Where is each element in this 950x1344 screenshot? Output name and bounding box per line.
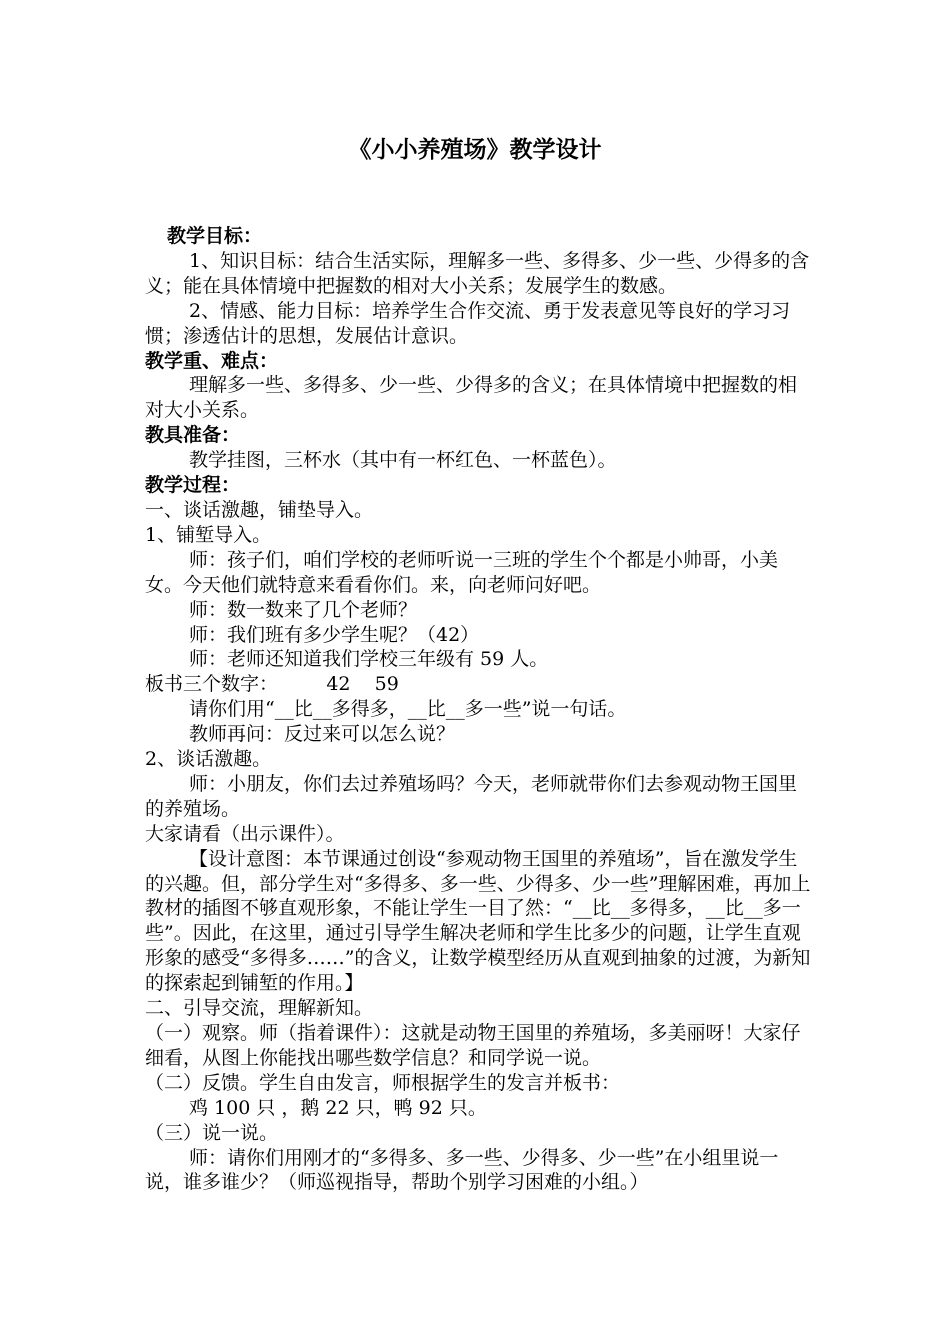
paragraph: 师：我们班有多少学生呢？（42） bbox=[189, 623, 480, 646]
paragraph: 师：数一数来了几个老师？ bbox=[189, 598, 418, 621]
heading-materials: 教具准备： bbox=[145, 424, 241, 447]
paragraph: 理解多一些、多得多、少一些、少得多的含义；在具体情境中把握数的相对大小关系。 bbox=[145, 374, 798, 422]
heading-teaching-objectives: 教学目标： bbox=[167, 225, 263, 247]
paragraph: 师：老师还知道我们学校三年级有 59 人。 bbox=[189, 648, 549, 671]
paragraph: （二）反馈。学生自由发言，师根据学生的发言并板书： bbox=[145, 1071, 621, 1094]
subsection-heading: 2、谈话激趣。 bbox=[145, 748, 272, 771]
paragraph: 2、情感、能力目标：培养学生合作交流、勇于发表意见等良好的学习习惯；渗透估计的思想，发展估计意识。 bbox=[145, 299, 791, 347]
paragraph: （三）说一说。 bbox=[145, 1121, 279, 1144]
design-intent-note: 【设计意图：本节课通过创设“参观动物王国里的养殖场”，旨在激发学生的兴趣。但，部分学生对“多得多、多一些、少得多、少一些”理解困难，再加上教材的插图不够直观形象，不能让学生一目了然：“__比__多得多，__比__多一些”。因此，在这里，通过引导学生解决老师和学生比多少的问题，让学生直观形象的感受“多得多……”的含义，让数学模型经历从直观到抽象的过渡，为新知的探索起到铺堑的作用。】 bbox=[145, 847, 811, 995]
paragraph: 板书三个数字： 42 59 bbox=[145, 673, 399, 696]
paragraph: 1、知识目标：结合生活实际，理解多一些、多得多、少一些、少得多的含义；能在具体情境中把握数的相对大小关系；发展学生的数感。 bbox=[145, 249, 810, 297]
section-heading: 一、谈话激趣，铺垫导入。 bbox=[145, 498, 374, 521]
paragraph: 师：小朋友，你们去过养殖场吗？今天，老师就带你们去参观动物王国里的养殖场。 bbox=[145, 772, 798, 820]
subsection-heading: 1、铺堑导入。 bbox=[145, 523, 272, 546]
section-heading: 二、引导交流，理解新知。 bbox=[145, 997, 374, 1020]
paragraph: （一）观察。师（指着课件）：这就是动物王国里的养殖场，多美丽呀！大家仔细看，从图上你能找出哪些数学信息？和同学说一说。 bbox=[145, 1022, 801, 1069]
paragraph: 师：请你们用刚才的“多得多、多一些、少得多、少一些”在小组里说一说，谁多谁少？（师巡视指导，帮助个别学习困难的小组。） bbox=[145, 1146, 779, 1194]
paragraph: 大家请看（出示课件）。 bbox=[145, 822, 345, 845]
heading-teaching-process: 教学过程： bbox=[145, 474, 241, 497]
paragraph: 鸡 100 只 ，鹅 22 只，鸭 92 只。 bbox=[189, 1096, 487, 1119]
paragraph: 师：孩子们，咱们学校的老师听说一三班的学生个个都是小帅哥，小美女。今天他们就特意来看看你们。来，向老师问好吧。 bbox=[145, 548, 779, 596]
heading-key-points: 教学重、难点： bbox=[145, 349, 279, 372]
paragraph: 教师再问：反过来可以怎么说？ bbox=[189, 723, 456, 746]
document-body bbox=[145, 224, 813, 1195]
document-title: 《小小养殖场》教学设计 bbox=[348, 136, 602, 163]
paragraph: 教学挂图，三杯水（其中有一杯红色、一杯蓝色）。 bbox=[189, 449, 617, 472]
paragraph: 请你们用“__比__多得多，__比__多一些”说一句话。 bbox=[189, 698, 627, 721]
